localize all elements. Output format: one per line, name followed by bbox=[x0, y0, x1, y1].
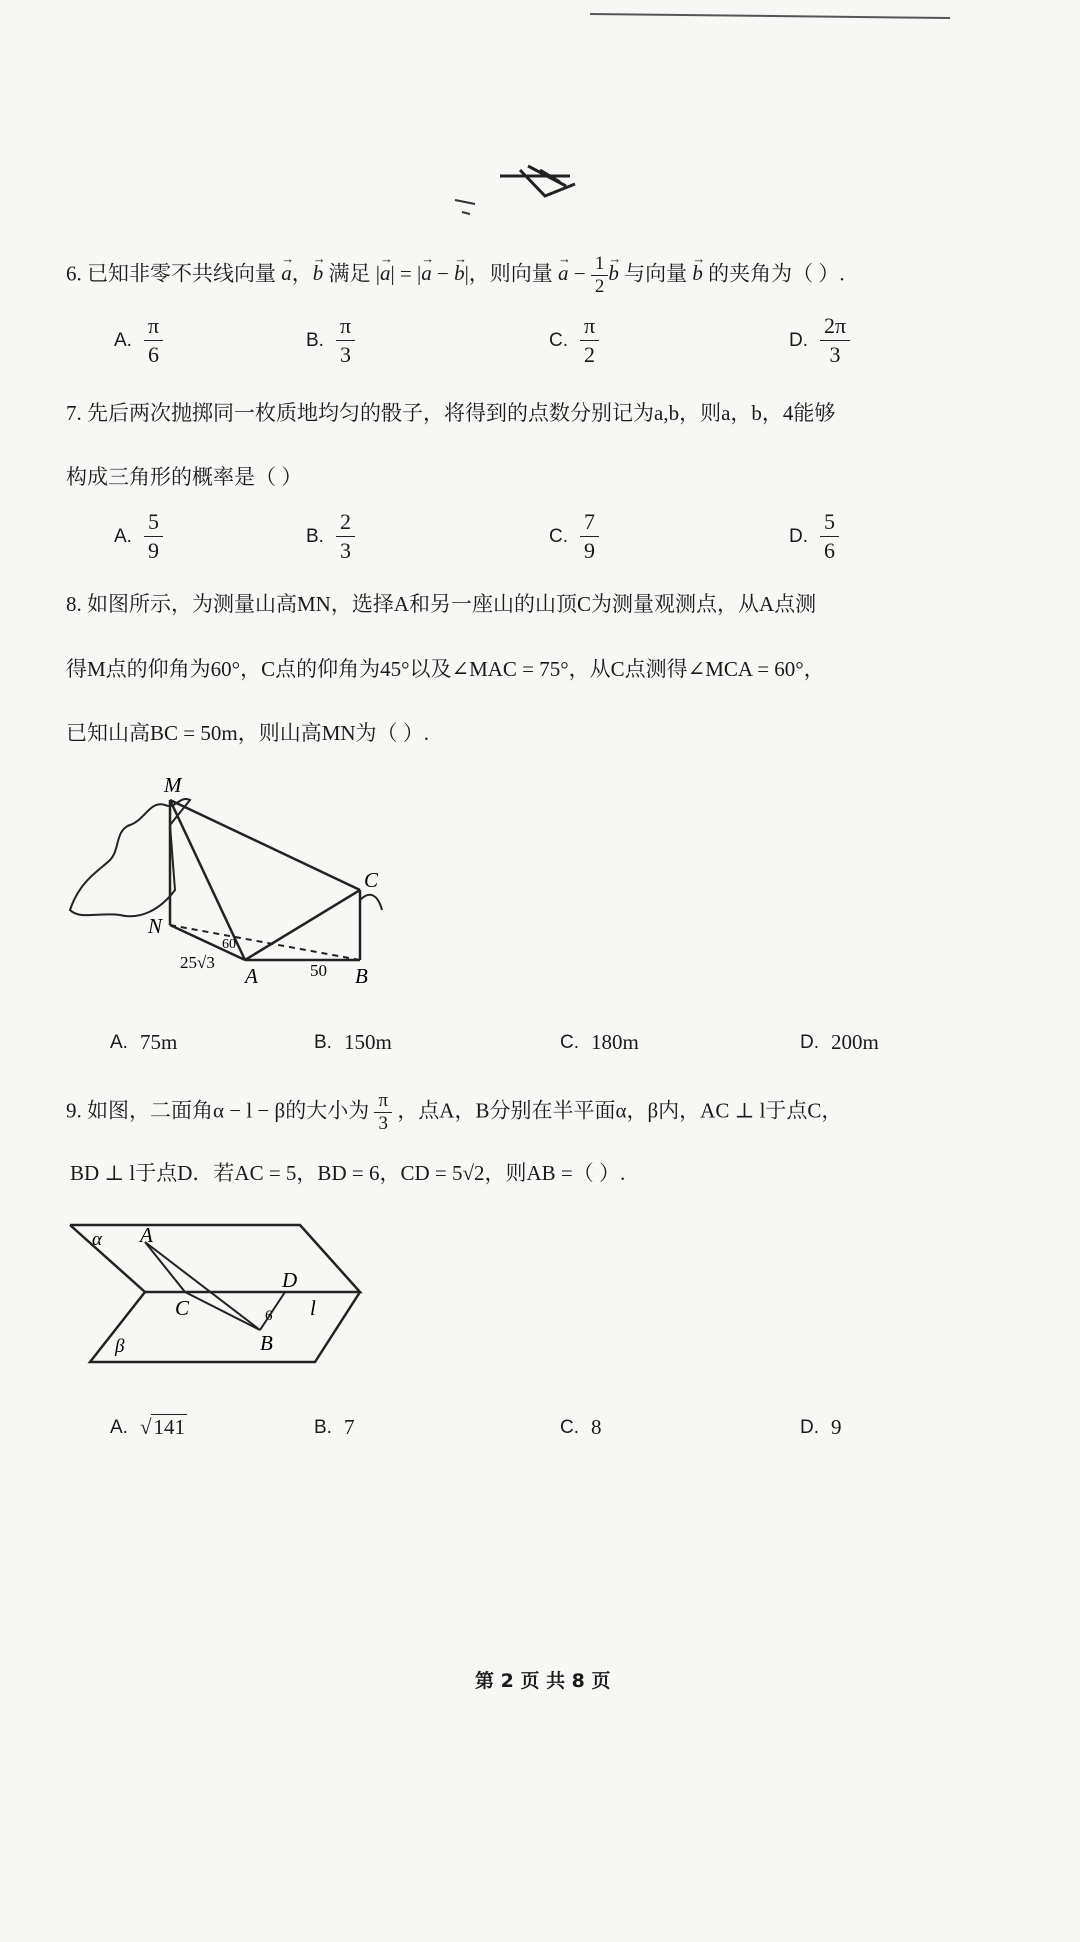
q6-option-d[interactable]: D. $\frac{2\pi}{3}$ bbox=[789, 312, 850, 369]
page-footer: 第 2 页 共 8 页 bbox=[475, 1670, 611, 1692]
question-8-line1: 8. 如图所示，为测量山高MN，选择A和另一座山的山顶C为测量观测点，从A点测 bbox=[66, 592, 817, 616]
label-alpha: α bbox=[92, 1229, 102, 1250]
label-c: C bbox=[175, 1296, 190, 1320]
q9-option-a[interactable]: A. √141 bbox=[110, 1415, 185, 1439]
label-b: B bbox=[355, 964, 368, 988]
note-60: 60 bbox=[222, 937, 236, 952]
q7-option-d[interactable]: D. $\frac{5}{6}$ bbox=[789, 508, 839, 565]
label-d: D bbox=[282, 1268, 298, 1292]
label-a: A bbox=[140, 1223, 153, 1247]
q8-mountain-figure bbox=[60, 770, 420, 1000]
q7-option-b[interactable]: B. $\frac{2}{3}$ bbox=[306, 508, 355, 565]
label-c: C bbox=[364, 868, 379, 892]
q8-option-d[interactable]: D. 200m bbox=[800, 1030, 879, 1054]
question-7-line2: 构成三角形的概率是（ ） bbox=[66, 465, 303, 489]
q9-dihedral-figure bbox=[60, 1220, 380, 1370]
note-6: 6 bbox=[265, 1308, 273, 1324]
scribble-arrow-icon bbox=[500, 166, 575, 196]
label-a: A bbox=[245, 964, 258, 988]
note-25-sqrt3: 25√3 bbox=[180, 953, 215, 972]
q7-option-a[interactable]: A. $\frac{5}{9}$ bbox=[114, 508, 163, 565]
note-50: 50 bbox=[310, 961, 327, 980]
label-m: M bbox=[164, 773, 182, 797]
q8-option-c[interactable]: C. 180m bbox=[560, 1030, 639, 1054]
q6-option-b[interactable]: B. $\frac{\pi}{3}$ bbox=[306, 312, 355, 369]
question-6-stem: 6. 已知非零不共线向量 → a，→ b 满足 |→ a| = |→ a − → b|，则向量 → a − $\frac{1}{2}$ → b 与向量 → b 的夹角为（ ）. bbox=[66, 253, 845, 298]
question-9-line1: 9. 如图，二面角α − l − β的大小为 $\frac{\pi}{3}$ ，点A，B分别在半平面α，β内，AC ⊥ l于点C， bbox=[66, 1090, 843, 1134]
label-n: N bbox=[148, 914, 163, 938]
label-l: l bbox=[310, 1296, 316, 1320]
label-b: B bbox=[260, 1331, 273, 1355]
q9-option-c[interactable]: C. 8 bbox=[560, 1415, 602, 1439]
q9-option-b[interactable]: B. 7 bbox=[314, 1415, 355, 1439]
top-scribbles bbox=[0, 0, 1080, 240]
q9-option-d[interactable]: D. 9 bbox=[800, 1415, 842, 1439]
question-8-line3: 已知山高BC = 50m，则山高MN为（ ）. bbox=[66, 721, 430, 745]
q7-option-c[interactable]: C. $\frac{7}{9}$ bbox=[549, 508, 599, 565]
question-7-line1: 7. 先后两次抛掷同一枚质地均匀的骰子，将得到的点数分别记为a,b，则a，b，4能够 bbox=[66, 401, 836, 425]
q6-option-c[interactable]: C. $\frac{\pi}{2}$ bbox=[549, 312, 599, 369]
question-9-line2: BD ⊥ l于点D．若AC = 5，BD = 6，CD = 5√2，则AB =（ ）. bbox=[70, 1161, 626, 1185]
q8-option-b[interactable]: B. 150m bbox=[314, 1030, 392, 1054]
question-8-line2: 得M点的仰角为60°，C点的仰角为45°以及∠MAC = 75°，从C点测得∠MCA = 60°， bbox=[66, 657, 825, 681]
q6-option-a[interactable]: A. $\frac{\pi}{6}$ bbox=[114, 312, 163, 369]
fraction-one-half: $\frac{1}{2}$ bbox=[591, 253, 609, 298]
label-beta: β bbox=[115, 1336, 125, 1357]
q8-option-a[interactable]: A. 75m bbox=[110, 1030, 178, 1054]
